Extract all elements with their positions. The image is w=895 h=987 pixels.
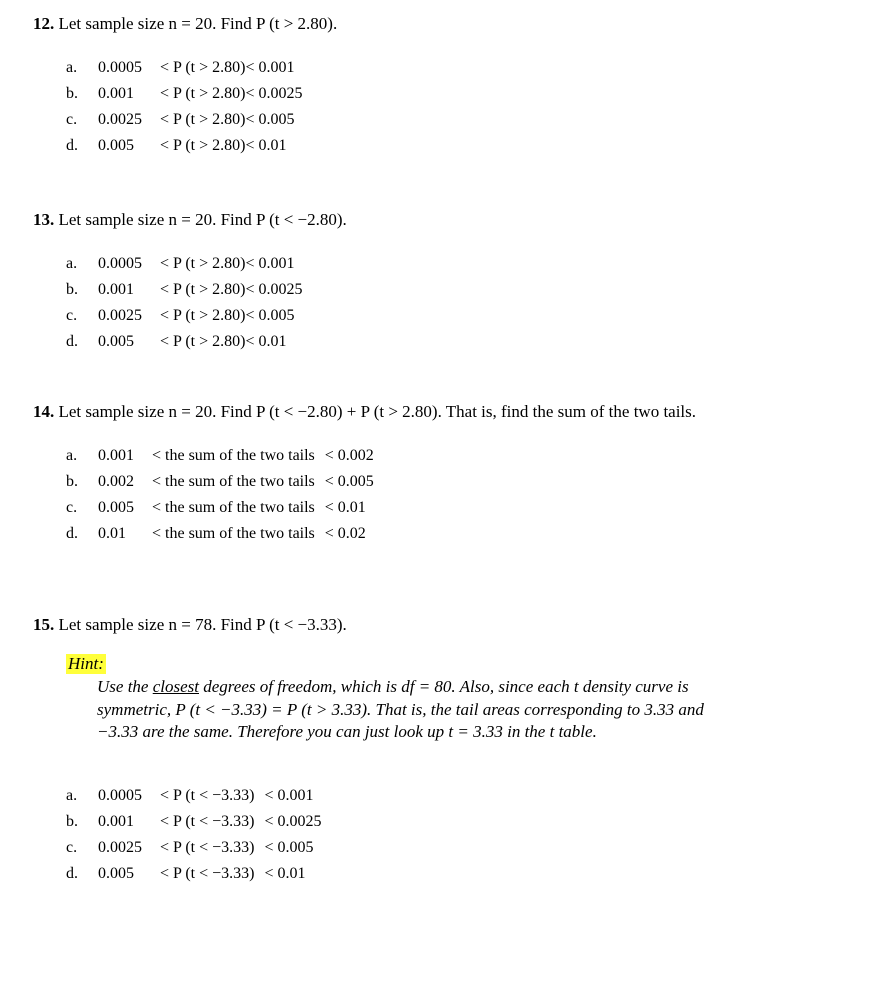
answer-option[interactable] [66,469,873,495]
question-12 [33,14,873,159]
option-lower-bound: 0.001 [98,447,134,464]
question-stem [33,14,873,34]
answer-option[interactable] [66,81,873,107]
answer-option[interactable] [66,251,873,277]
answer-options [33,251,873,355]
answer-option[interactable] [66,55,873,81]
hint-text [66,676,837,744]
option-expression: < the sum of the two tails [152,447,315,464]
option-expression: < P (t < −3.33) [160,864,255,882]
option-upper-bound: < 0.01 [245,333,287,350]
hint-underlined-word: closest [152,677,199,696]
answer-option[interactable] [66,133,873,159]
answer-option[interactable] [66,443,873,469]
answer-option[interactable] [66,107,873,133]
hint-block [33,654,873,744]
question-text: Let sample size n = 20. Find P (t < −2.80). [58,210,347,229]
option-lower-bound: 0.005 [98,137,134,154]
question-14 [33,402,873,547]
option-lower-bound: 0.001 [98,85,134,102]
option-letter: b. [66,281,78,298]
answer-option[interactable] [66,277,873,303]
option-lower-bound: 0.002 [98,473,134,490]
question-text: Let sample size n = 20. Find P (t < −2.80) + P (t > 2.80). That is, find the sum of the two tails. [58,402,697,421]
option-upper-bound: < 0.01 [264,864,306,882]
option-upper-bound: < 0.0025 [245,85,303,102]
answer-option[interactable] [66,521,873,547]
hint-label: Hint: [68,654,104,673]
answer-option[interactable] [66,861,873,887]
answer-option[interactable] [66,783,873,809]
option-expression: < P (t > 2.80) [160,111,246,128]
question-number: 14. [33,402,55,421]
question-text: Let sample size n = 20. Find P (t > 2.80). [58,14,338,33]
option-upper-bound: < 0.001 [264,786,314,804]
option-letter: b. [66,812,78,830]
answer-options [33,783,873,887]
option-expression: < the sum of the two tails [152,499,315,516]
option-upper-bound: < 0.0025 [245,281,303,298]
option-lower-bound: 0.0025 [98,111,142,128]
option-upper-bound: < 0.005 [245,111,295,128]
option-letter: c. [66,307,78,324]
option-upper-bound: < 0.0025 [264,812,322,830]
option-letter: b. [66,85,78,102]
option-letter: d. [66,137,78,154]
option-letter: b. [66,473,78,490]
option-letter: d. [66,525,78,542]
option-expression: < P (t > 2.80) [160,255,246,272]
option-expression: < P (t > 2.80) [160,281,246,298]
option-upper-bound: < 0.005 [324,473,374,490]
option-letter: d. [66,864,78,882]
question-stem [33,210,873,230]
option-lower-bound: 0.005 [98,864,134,882]
question-stem [33,615,873,635]
option-lower-bound: 0.005 [98,499,134,516]
option-expression: < the sum of the two tails [152,525,315,542]
option-lower-bound: 0.0005 [98,59,142,76]
option-upper-bound: < 0.01 [245,137,287,154]
hint-line [97,676,837,699]
answer-options [33,55,873,159]
question-number: 13. [33,210,55,229]
option-upper-bound: < 0.005 [245,307,295,324]
option-expression: < P (t > 2.80) [160,137,246,154]
question-stem [33,402,873,422]
option-upper-bound: < 0.002 [324,447,374,464]
hint-line: −3.33 are the same. Therefore you can just look up t = 3.33 in the t table. [97,722,597,741]
option-lower-bound: 0.0005 [98,255,142,272]
option-lower-bound: 0.0025 [98,838,142,856]
option-lower-bound: 0.001 [98,281,134,298]
option-upper-bound: < 0.02 [324,525,366,542]
option-upper-bound: < 0.005 [264,838,314,856]
option-letter: a. [66,786,78,804]
option-upper-bound: < 0.01 [324,499,366,516]
hint-line: symmetric, P (t < −3.33) = P (t > 3.33). That is, the tail areas corresponding to 3.33 and [97,699,704,719]
answer-options [33,443,873,547]
option-letter: d. [66,333,78,350]
option-letter: a. [66,59,78,76]
answer-option[interactable] [66,495,873,521]
option-expression: < P (t > 2.80) [160,333,246,350]
question-number: 12. [33,14,55,33]
question-text: Let sample size n = 78. Find P (t < −3.33). [58,615,347,634]
option-expression: < P (t < −3.33) [160,812,255,830]
option-expression: < the sum of the two tails [152,473,315,490]
option-expression: < P (t > 2.80) [160,307,246,324]
option-letter: a. [66,255,78,272]
option-lower-bound: 0.005 [98,333,134,350]
option-expression: < P (t > 2.80) [160,59,246,76]
answer-option[interactable] [66,303,873,329]
hint-text-segment: Use the [97,677,153,696]
option-expression: < P (t < −3.33) [160,786,255,804]
option-letter: c. [66,111,78,128]
option-lower-bound: 0.001 [98,812,134,830]
option-letter: a. [66,447,78,464]
question-15 [33,615,873,887]
option-letter: c. [66,499,78,516]
question-13 [33,210,873,355]
answer-option[interactable] [66,329,873,355]
option-letter: c. [66,838,78,856]
answer-option[interactable] [66,809,873,835]
option-lower-bound: 0.0025 [98,307,142,324]
option-upper-bound: < 0.001 [245,255,295,272]
option-lower-bound: 0.01 [98,525,126,542]
option-expression: < P (t > 2.80) [160,85,246,102]
option-upper-bound: < 0.001 [245,59,295,76]
option-expression: < P (t < −3.33) [160,838,255,856]
question-number: 15. [33,615,55,634]
hint-text-segment: degrees of freedom, which is df = 80. Also, since each t density curve is [199,677,689,696]
option-lower-bound: 0.0005 [98,786,142,804]
answer-option[interactable] [66,835,873,861]
